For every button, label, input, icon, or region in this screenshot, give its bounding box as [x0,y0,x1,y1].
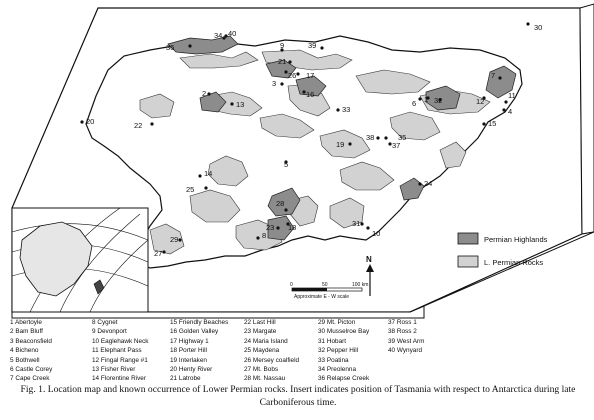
locality-item: 11 Elephant Pass [92,347,142,355]
scale-tick-100: 100 km [352,282,369,288]
map-label-28: 28 [276,199,285,208]
locality-item: 39 West Arm [388,337,425,345]
map-label-12: 12 [476,97,485,106]
map-label-16: 16 [306,90,315,99]
map-label-17: 17 [306,71,315,80]
map-label-38: 38 [366,133,375,142]
locality-item: 38 Ross 2 [388,328,417,336]
map-label-39: 39 [308,41,317,50]
map-block-side [580,4,594,234]
locality-item: 3 Beaconsfield [10,337,52,345]
locality-item: 21 Latrobe [170,375,201,383]
map-label-30: 30 [534,23,543,32]
map-label-4: 4 [508,107,513,116]
locality-item: 27 Mt. Bobs [244,365,279,373]
map-label-21: 21 [278,57,287,66]
map-label-1: 1 [424,95,429,104]
scale-tick-50: 50 [322,282,328,288]
map-label-34: 34 [214,31,223,40]
map-label-35: 35 [398,133,407,142]
map-label-15: 15 [488,119,497,128]
scale-tick-0: 0 [290,282,293,288]
locality-item: 31 Hobart [318,337,347,345]
locality-item: 14 Florentine River [92,375,146,383]
locality-key [10,318,430,388]
map-label-40: 40 [228,29,237,38]
map-label-10: 10 [372,229,381,238]
locality-item: 16 Golden Valley [170,328,219,336]
locality-item: 32 Pepper Hill [318,347,359,355]
map-label-11: 11 [508,91,516,100]
north-label: N [366,255,372,264]
locality-item: 18 Porter Hill [170,347,207,355]
map-label-5: 5 [284,160,289,169]
legend-label-highlands: Permian Highlands [484,235,548,244]
locality-item: 23 Margate [244,328,277,336]
locality-item: 8 Cygnet [92,319,118,326]
map-label-36: 36 [166,43,175,52]
map-label-14: 14 [204,169,213,178]
map-label-22: 22 [134,121,143,130]
locality-item: 7 Cape Creek [10,375,50,383]
legend-swatch-highlands [458,233,478,244]
locality-item: 5 Bothwell [10,356,40,364]
map-label-31: 31 [352,219,361,228]
map-label-27: 27 [154,249,163,258]
locality-item: 29 Mt. Picton [318,319,356,326]
map-label-19: 19 [336,140,345,149]
map-label-9: 9 [280,41,285,50]
map-label-2: 2 [202,89,207,98]
map-label-26: 26 [288,71,297,80]
legend-label-rocks: L. Permian Rocks [484,258,544,267]
legend-swatch-rocks [458,256,478,267]
locality-item: 37 Ross 1 [388,319,417,326]
locality-item: 34 Preolenna [318,365,357,373]
locality-item: 40 Wynyard [388,347,423,355]
locality-item: 1 Abertoyle [10,319,42,326]
map-label-29: 29 [170,235,179,244]
map-label-23: 23 [266,223,275,232]
map-label-13: 13 [236,100,245,109]
locality-item: 28 Mt. Nassau [244,375,286,383]
map-label-3: 3 [272,79,277,88]
locality-item: 30 Musselroe Bay [318,328,370,336]
locality-item: 10 Eaglehawk Neck [92,337,149,345]
locality-item: 17 Highway 1 [170,337,209,345]
locality-item: 36 Relapse Creek [318,375,370,383]
locality-item: 33 Poatina [318,356,349,364]
map-label-6: 6 [412,99,417,108]
locality-item: 20 Henty River [170,365,213,373]
locality-item: 12 Fingal Range #1 [92,356,148,364]
locality-item: 26 Mersey coalfield [244,356,300,364]
locality-item: 19 Interlaken [170,356,207,364]
locality-item: 22 Last Hill [244,319,276,326]
figure-caption: Fig. 1. Location map and known occurrence of Lower Permian rocks. Insert indicates position of Tasmania with respect to Antarctica during late Carboniferous time. [20,384,576,408]
locality-item: 13 Fisher River [92,365,136,373]
map-label-33: 33 [342,105,351,114]
map-label-32: 32 [434,96,443,105]
map-label-7: 7 [491,71,496,80]
locality-item: 24 Maria Island [244,337,288,345]
antarctica-inset [12,208,148,312]
locality-item: 25 Maydena [244,347,280,355]
map-label-8: 8 [262,231,267,240]
map-label-37: 37 [392,141,401,150]
map-label-24: 24 [424,179,433,188]
locality-item: 6 Castle Corey [10,365,53,373]
locality-item: 15 Friendly Beaches [170,319,229,326]
scale-caption: Approximate E - W scale [294,294,350,300]
locality-item: 2 Bam Bluff [10,328,43,336]
map-label-18: 18 [288,223,297,232]
map-label-20: 20 [86,117,95,126]
locality-item: 4 Bicheno [10,347,39,355]
locality-item: 9 Devonport [92,328,127,336]
map-label-25: 25 [186,185,195,194]
